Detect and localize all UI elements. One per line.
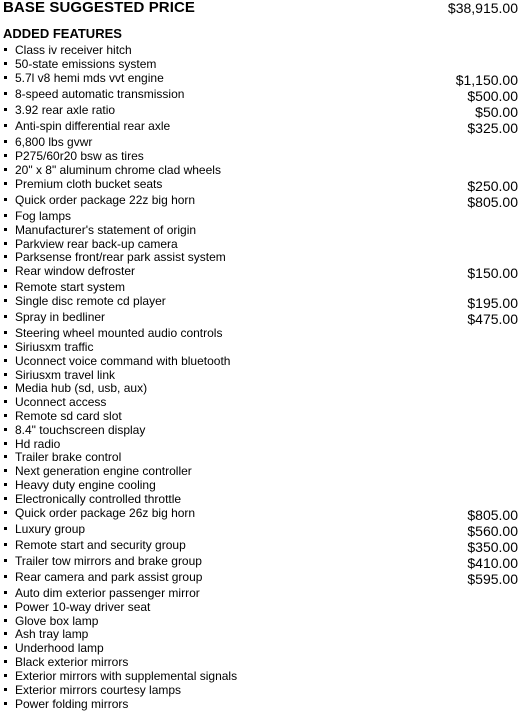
feature-name: Remote start system xyxy=(15,280,126,294)
feature-item xyxy=(0,437,520,451)
bullet-icon xyxy=(4,632,7,635)
bullet-icon xyxy=(4,140,7,143)
feature-name: Remote sd card slot xyxy=(15,409,122,423)
feature-name: Fog lamps xyxy=(15,209,72,223)
feature-name: Power folding mirrors xyxy=(15,697,129,711)
bullet-icon xyxy=(4,660,7,663)
bullet-icon xyxy=(4,124,7,127)
feature-name: Heavy duty engine cooling xyxy=(15,478,156,492)
base-price-label: BASE SUGGESTED PRICE xyxy=(3,0,196,16)
feature-name: Quick order package 22z big horn xyxy=(15,193,196,207)
feature-item xyxy=(0,326,520,340)
feature-name: Remote start and security group xyxy=(15,538,186,552)
bullet-icon xyxy=(4,285,7,288)
feature-price: $500.00 xyxy=(467,88,518,104)
feature-name: Trailer tow mirrors and brake group xyxy=(15,554,202,568)
bullet-icon xyxy=(4,688,7,691)
feature-name: 20" x 8" aluminum chrome clad wheels xyxy=(15,163,221,177)
bullet-icon xyxy=(4,198,7,201)
feature-name: Uconnect access xyxy=(15,395,107,409)
feature-item xyxy=(0,163,520,177)
bullet-icon xyxy=(4,168,7,171)
bullet-icon xyxy=(4,483,7,486)
bullet-icon xyxy=(4,575,7,578)
bullet-icon xyxy=(4,646,7,649)
bullet-icon xyxy=(4,48,7,51)
feature-item xyxy=(0,310,520,327)
feature-item xyxy=(0,119,520,136)
feature-item xyxy=(0,294,520,311)
feature-name: Hd radio xyxy=(15,437,61,451)
bullet-icon xyxy=(4,455,7,458)
feature-item xyxy=(0,237,520,251)
feature-item xyxy=(0,264,520,281)
bullet-icon xyxy=(4,428,7,431)
feature-item xyxy=(0,464,520,478)
feature-price: $475.00 xyxy=(467,311,518,327)
bullet-icon xyxy=(4,674,7,677)
bullet-icon xyxy=(4,182,7,185)
feature-name: Spray in bedliner xyxy=(15,310,106,324)
feature-item xyxy=(0,522,520,539)
feature-item xyxy=(0,381,520,395)
feature-price: $325.00 xyxy=(467,120,518,136)
feature-name: Premium cloth bucket seats xyxy=(15,177,163,191)
bullet-icon xyxy=(4,228,7,231)
feature-name: Parkview rear back-up camera xyxy=(15,237,178,251)
feature-item xyxy=(0,600,520,614)
feature-item xyxy=(0,614,520,628)
bullet-icon xyxy=(4,702,7,705)
feature-item xyxy=(0,103,520,120)
feature-item xyxy=(0,250,520,264)
bullet-icon xyxy=(4,299,7,302)
bullet-icon xyxy=(4,269,7,272)
feature-name: 50-state emissions system xyxy=(15,57,157,71)
bullet-icon xyxy=(4,373,7,376)
bullet-icon xyxy=(4,619,7,622)
feature-name: Exterior mirrors courtesy lamps xyxy=(15,683,182,697)
feature-item xyxy=(0,368,520,382)
bullet-icon xyxy=(4,511,7,514)
bullet-icon xyxy=(4,559,7,562)
feature-price: $1,150.00 xyxy=(455,72,518,88)
base-price-value: $38,915.00 xyxy=(447,0,518,16)
feature-item xyxy=(0,669,520,683)
feature-item xyxy=(0,554,520,571)
bullet-icon xyxy=(4,345,7,348)
bullet-icon xyxy=(4,331,7,334)
feature-name: Power 10-way driver seat xyxy=(15,600,151,614)
feature-price: $560.00 xyxy=(467,523,518,539)
feature-name: 8.4" touchscreen display xyxy=(15,423,146,437)
bullet-icon xyxy=(4,527,7,530)
feature-name: Auto dim exterior passenger mirror xyxy=(15,586,200,600)
feature-name: Black exterior mirrors xyxy=(15,655,129,669)
feature-item xyxy=(0,43,520,57)
feature-item xyxy=(0,354,520,368)
bullet-icon xyxy=(4,255,7,258)
feature-name: P275/60r20 bsw as tires xyxy=(15,149,144,163)
bullet-icon xyxy=(4,214,7,217)
bullet-icon xyxy=(4,543,7,546)
feature-item xyxy=(0,492,520,506)
feature-name: Steering wheel mounted audio controls xyxy=(15,326,223,340)
feature-item xyxy=(0,280,520,294)
feature-name: Exterior mirrors with supplemental signals xyxy=(15,669,238,683)
feature-item xyxy=(0,135,520,149)
feature-price: $410.00 xyxy=(467,555,518,571)
bullet-icon xyxy=(4,442,7,445)
feature-item xyxy=(0,478,520,492)
feature-item xyxy=(0,340,520,354)
feature-name: Class iv receiver hitch xyxy=(15,43,132,57)
feature-name: 8-speed automatic transmission xyxy=(15,87,185,101)
bullet-icon xyxy=(4,242,7,245)
bullet-icon xyxy=(4,605,7,608)
feature-item xyxy=(0,450,520,464)
bullet-icon xyxy=(4,469,7,472)
feature-name: Uconnect voice command with bluetooth xyxy=(15,354,231,368)
feature-name: 3.92 rear axle ratio xyxy=(15,103,116,117)
bullet-icon xyxy=(4,108,7,111)
feature-item xyxy=(0,627,520,641)
feature-name: Quick order package 26z big horn xyxy=(15,506,196,520)
feature-price: $195.00 xyxy=(467,295,518,311)
bullet-icon xyxy=(4,154,7,157)
bullet-icon xyxy=(4,315,7,318)
feature-name: Luxury group xyxy=(15,522,86,536)
bullet-icon xyxy=(4,400,7,403)
feature-name: Single disc remote cd player xyxy=(15,294,166,308)
feature-name: Trailer brake control xyxy=(15,450,122,464)
feature-price: $350.00 xyxy=(467,539,518,555)
feature-name: Underhood lamp xyxy=(15,641,104,655)
feature-name: Anti-spin differential rear axle xyxy=(15,119,171,133)
feature-item xyxy=(0,409,520,423)
feature-item xyxy=(0,423,520,437)
feature-item xyxy=(0,223,520,237)
feature-item xyxy=(0,538,520,555)
feature-item xyxy=(0,87,520,104)
feature-name: Glove box lamp xyxy=(15,614,99,628)
feature-price: $50.00 xyxy=(475,104,518,120)
feature-name: 5.7l v8 hemi mds vvt engine xyxy=(15,71,164,85)
feature-item xyxy=(0,683,520,697)
feature-name: Next generation engine controller xyxy=(15,464,192,478)
feature-item xyxy=(0,641,520,655)
feature-item xyxy=(0,193,520,210)
feature-price: $595.00 xyxy=(467,571,518,587)
added-features-heading: ADDED FEATURES xyxy=(3,26,122,41)
feature-price: $250.00 xyxy=(467,178,518,194)
bullet-icon xyxy=(4,76,7,79)
feature-name: 6,800 lbs gvwr xyxy=(15,135,93,149)
feature-item xyxy=(0,57,520,71)
feature-name: Siriusxm travel link xyxy=(15,368,116,382)
feature-price: $150.00 xyxy=(467,265,518,281)
bullet-icon xyxy=(4,386,7,389)
feature-price: $805.00 xyxy=(467,194,518,210)
feature-item xyxy=(0,586,520,600)
bullet-icon xyxy=(4,62,7,65)
feature-name: Parksense front/rear park assist system xyxy=(15,250,226,264)
feature-name: Ash tray lamp xyxy=(15,627,89,641)
feature-name: Siriusxm traffic xyxy=(15,340,94,354)
bullet-icon xyxy=(4,359,7,362)
bullet-icon xyxy=(4,414,7,417)
feature-name: Electronically controlled throttle xyxy=(15,492,182,506)
feature-item xyxy=(0,697,520,711)
feature-price: $805.00 xyxy=(467,507,518,523)
feature-item xyxy=(0,506,520,523)
feature-item xyxy=(0,177,520,194)
feature-item xyxy=(0,209,520,223)
feature-name: Manufacturer's statement of origin xyxy=(15,223,197,237)
feature-name: Media hub (sd, usb, aux) xyxy=(15,381,148,395)
bullet-icon xyxy=(4,92,7,95)
feature-name: Rear window defroster xyxy=(15,264,136,278)
feature-item xyxy=(0,71,520,88)
feature-item xyxy=(0,570,520,587)
feature-item xyxy=(0,395,520,409)
feature-item xyxy=(0,149,520,163)
feature-name: Rear camera and park assist group xyxy=(15,570,203,584)
feature-item xyxy=(0,655,520,669)
bullet-icon xyxy=(4,497,7,500)
bullet-icon xyxy=(4,591,7,594)
